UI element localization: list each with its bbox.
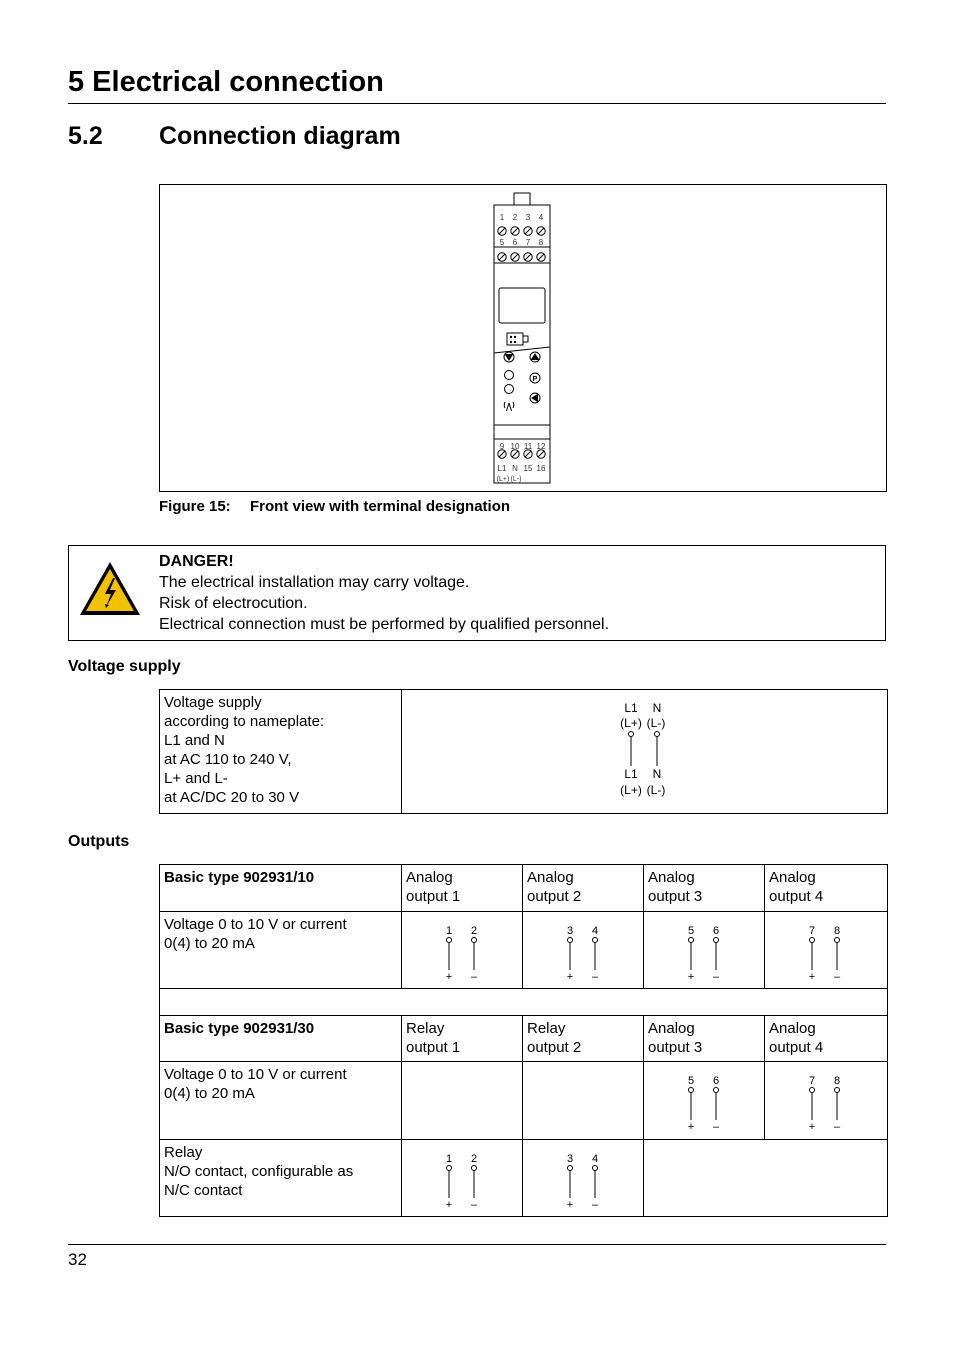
terminal-number: 6 bbox=[512, 238, 518, 247]
minus-sign: – bbox=[470, 971, 478, 983]
terminal-pair-diagram bbox=[402, 1140, 522, 1214]
column-header-line: output 3 bbox=[648, 888, 703, 905]
terminal-number: 1 bbox=[445, 1153, 453, 1165]
section-number: 5.2 bbox=[68, 122, 103, 150]
basic-type-label: Basic type 902931/10 bbox=[160, 865, 402, 912]
empty-cell bbox=[402, 1062, 523, 1140]
empty-cell bbox=[523, 1062, 644, 1140]
led-2-icon bbox=[505, 385, 514, 394]
description-line: Voltage supply bbox=[164, 694, 262, 711]
column-header-line: output 1 bbox=[406, 888, 461, 905]
column-header-line: Analog bbox=[648, 1020, 695, 1037]
column-header-line: Relay bbox=[406, 1020, 445, 1037]
terminal-circle bbox=[568, 1166, 573, 1171]
column-header-line: output 4 bbox=[769, 1039, 824, 1056]
row-label-line: 0(4) to 20 mA bbox=[164, 935, 255, 952]
row-label-line: 0(4) to 20 mA bbox=[164, 1085, 255, 1102]
supply-sublabel: (L-) bbox=[646, 716, 666, 730]
supply-terminal-diagram bbox=[402, 690, 886, 812]
description-line: L1 and N bbox=[164, 732, 225, 749]
column-header bbox=[523, 1016, 644, 1062]
terminal-circle bbox=[447, 938, 452, 943]
row-label bbox=[160, 1062, 402, 1140]
supply-sublabel: (L+) bbox=[620, 716, 642, 730]
terminal-number: 12 bbox=[536, 442, 546, 451]
terminal-number: 4 bbox=[591, 1153, 599, 1165]
column-header bbox=[644, 865, 765, 912]
terminal-screw-icon bbox=[511, 253, 519, 261]
terminal-circle bbox=[472, 1166, 477, 1171]
voltage-supply-description bbox=[160, 690, 402, 814]
plus-sign: + bbox=[566, 971, 574, 983]
p-key-label: P bbox=[532, 376, 538, 383]
terminal-circle bbox=[714, 938, 719, 943]
setup-connector-icon bbox=[507, 333, 523, 345]
terminal-number: 5 bbox=[499, 238, 505, 247]
terminal-label: L1 bbox=[497, 464, 507, 473]
terminal-circle bbox=[447, 1166, 452, 1171]
terminal-circle bbox=[568, 938, 573, 943]
terminal-circle bbox=[810, 1088, 815, 1093]
terminal-number: 7 bbox=[808, 925, 816, 937]
description-line: at AC/DC 20 to 30 V bbox=[164, 789, 300, 806]
column-header-line: output 2 bbox=[527, 888, 582, 905]
row-label-line: Relay bbox=[164, 1144, 203, 1161]
description-line: L+ and L- bbox=[164, 770, 228, 787]
minus-sign: – bbox=[591, 1199, 599, 1211]
minus-sign: – bbox=[833, 1121, 841, 1133]
column-header-line: Analog bbox=[769, 1020, 816, 1037]
danger-line: The electrical installation may carry voltage. bbox=[159, 574, 470, 591]
supply-label: L1 bbox=[624, 701, 638, 715]
terminal-pair-cell bbox=[523, 912, 644, 989]
terminal-number: 1 bbox=[445, 925, 453, 937]
table-spacer-row bbox=[160, 989, 888, 1016]
device-display bbox=[499, 288, 545, 323]
terminal-circle bbox=[472, 938, 477, 943]
terminal-screw-icon bbox=[511, 450, 519, 458]
terminal-circle bbox=[593, 1166, 598, 1171]
terminal-circle bbox=[593, 938, 598, 943]
terminal-sublabel: (L-) bbox=[510, 476, 522, 483]
column-header-line: Analog bbox=[527, 869, 574, 886]
terminal-circle bbox=[835, 1088, 840, 1093]
footer-rule bbox=[68, 1244, 886, 1245]
terminal-circle bbox=[655, 732, 660, 737]
terminal-label: N bbox=[512, 464, 518, 473]
description-line: according to nameplate: bbox=[164, 713, 325, 730]
terminal-number: 10 bbox=[510, 442, 520, 451]
page-number: 32 bbox=[68, 1250, 87, 1269]
terminal-number: 8 bbox=[833, 925, 841, 937]
figure-caption-text: Front view with terminal designation bbox=[250, 498, 511, 515]
terminal-pair-diagram bbox=[402, 912, 522, 986]
up-key-icon bbox=[530, 352, 540, 362]
supply-sublabel: (L+) bbox=[620, 783, 642, 797]
column-header bbox=[402, 865, 523, 912]
column-header bbox=[644, 1016, 765, 1062]
minus-sign: – bbox=[833, 971, 841, 983]
terminal-screw-icon bbox=[511, 227, 519, 235]
terminal-number: 3 bbox=[566, 1153, 574, 1165]
terminal-pair-diagram bbox=[765, 1062, 885, 1136]
supply-label: N bbox=[652, 701, 662, 715]
terminal-number: 2 bbox=[470, 1153, 478, 1165]
column-header-line: Analog bbox=[769, 869, 816, 886]
header-rule bbox=[68, 103, 886, 104]
terminal-number: 11 bbox=[523, 442, 533, 451]
danger-text bbox=[159, 551, 609, 635]
plus-sign: + bbox=[808, 1121, 816, 1133]
outputs-table-basic-30 bbox=[159, 1015, 888, 1217]
minus-sign: – bbox=[712, 1121, 720, 1133]
terminal-pair-cell bbox=[402, 1140, 523, 1217]
plus-sign: + bbox=[566, 1199, 574, 1211]
terminal-number: 6 bbox=[712, 925, 720, 937]
high-voltage-warning-icon bbox=[78, 560, 142, 618]
outputs-table-basic-10 bbox=[159, 864, 888, 1016]
down-key-icon bbox=[504, 352, 514, 362]
supply-label: N bbox=[652, 767, 662, 781]
terminal-pair-cell bbox=[402, 912, 523, 989]
terminal-pair-diagram bbox=[523, 912, 643, 986]
terminal-circle bbox=[810, 938, 815, 943]
terminal-screw-icon bbox=[537, 450, 545, 458]
device-latch bbox=[514, 193, 530, 205]
row-label-line: N/O contact, configurable as bbox=[164, 1163, 354, 1180]
terminal-number: 3 bbox=[566, 925, 574, 937]
terminal-screw-icon bbox=[498, 450, 506, 458]
terminal-number: 7 bbox=[808, 1075, 816, 1087]
minus-sign: – bbox=[470, 1199, 478, 1211]
column-header-line: Relay bbox=[527, 1020, 566, 1037]
danger-title: DANGER! bbox=[159, 553, 234, 570]
voltage-supply-heading: Voltage supply bbox=[68, 658, 181, 675]
supply-label: L1 bbox=[624, 767, 638, 781]
terminal-screw-icon bbox=[498, 253, 506, 261]
minus-sign: – bbox=[591, 971, 599, 983]
terminal-number: 4 bbox=[591, 925, 599, 937]
plus-sign: + bbox=[445, 971, 453, 983]
terminal-number: 9 bbox=[499, 442, 505, 451]
terminal-pair-diagram bbox=[644, 1062, 764, 1136]
column-header-line: Analog bbox=[406, 869, 453, 886]
terminal-pair-cell bbox=[765, 912, 888, 989]
danger-line: Electrical connection must be performed by qualified personnel. bbox=[159, 616, 610, 633]
danger-notice bbox=[68, 545, 886, 641]
voltage-supply-table bbox=[159, 689, 888, 814]
column-header bbox=[523, 865, 644, 912]
column-header-line: output 3 bbox=[648, 1039, 703, 1056]
row-label bbox=[160, 912, 402, 989]
terminal-pair-cell bbox=[644, 912, 765, 989]
empty-cell bbox=[644, 1140, 888, 1217]
terminal-pair-diagram bbox=[765, 912, 885, 986]
column-header bbox=[765, 1016, 888, 1062]
terminal-circle bbox=[689, 1088, 694, 1093]
column-header bbox=[402, 1016, 523, 1062]
terminal-number: 8 bbox=[833, 1075, 841, 1087]
row-label bbox=[160, 1140, 402, 1217]
figure-caption bbox=[159, 498, 510, 515]
column-header-line: output 2 bbox=[527, 1039, 582, 1056]
outputs-heading: Outputs bbox=[68, 833, 130, 850]
terminal-number: 5 bbox=[687, 1075, 695, 1087]
terminal-circle bbox=[835, 938, 840, 943]
back-key-icon bbox=[530, 393, 540, 403]
terminal-number: 7 bbox=[525, 238, 531, 247]
voltage-supply-diagram-cell bbox=[402, 690, 888, 814]
supply-sublabel: (L-) bbox=[646, 783, 666, 797]
figure-frame bbox=[159, 184, 887, 492]
figure-number: Figure 15: bbox=[159, 498, 231, 515]
terminal-label: 15 bbox=[523, 464, 533, 473]
terminal-circle bbox=[689, 938, 694, 943]
device-front-view bbox=[160, 185, 886, 491]
column-header-line: Analog bbox=[648, 869, 695, 886]
terminal-screw-icon bbox=[537, 253, 545, 261]
terminal-number: 8 bbox=[538, 238, 544, 247]
terminal-number: 6 bbox=[712, 1075, 720, 1087]
terminal-number: 2 bbox=[470, 925, 478, 937]
danger-line: Risk of electrocution. bbox=[159, 595, 308, 612]
basic-type-label: Basic type 902931/30 bbox=[160, 1016, 402, 1062]
radio-signal-icon bbox=[504, 402, 514, 411]
column-header-line: output 1 bbox=[406, 1039, 461, 1056]
terminal-pair-cell bbox=[644, 1062, 765, 1140]
terminal-number: 4 bbox=[538, 213, 544, 222]
plus-sign: + bbox=[687, 971, 695, 983]
terminal-pair-cell bbox=[523, 1140, 644, 1217]
terminal-screw-icon bbox=[524, 450, 532, 458]
plus-sign: + bbox=[445, 1199, 453, 1211]
row-label-line: N/C contact bbox=[164, 1182, 243, 1199]
terminal-number: 3 bbox=[525, 213, 531, 222]
led-1-icon bbox=[505, 371, 514, 380]
terminal-screw-icon bbox=[498, 227, 506, 235]
row-label-line: Voltage 0 to 10 V or current bbox=[164, 1066, 347, 1083]
terminal-number: 1 bbox=[499, 213, 505, 222]
section-heading bbox=[68, 122, 401, 151]
description-line: at AC 110 to 240 V, bbox=[164, 751, 292, 768]
terminal-label: 16 bbox=[536, 464, 546, 473]
terminal-screw-icon bbox=[537, 227, 545, 235]
terminal-circle bbox=[714, 1088, 719, 1093]
column-header bbox=[765, 865, 888, 912]
chapter-title: 5 Electrical connection bbox=[68, 66, 384, 98]
terminal-screw-icon bbox=[524, 227, 532, 235]
terminal-sublabel: (L+) bbox=[496, 476, 510, 483]
row-label-line: Voltage 0 to 10 V or current bbox=[164, 916, 347, 933]
plus-sign: + bbox=[808, 971, 816, 983]
terminal-pair-cell bbox=[765, 1062, 888, 1140]
section-title: Connection diagram bbox=[159, 122, 401, 150]
plus-sign: + bbox=[687, 1121, 695, 1133]
terminal-pair-diagram bbox=[523, 1140, 643, 1214]
terminal-screw-icon bbox=[524, 253, 532, 261]
terminal-circle bbox=[629, 732, 634, 737]
terminal-number: 5 bbox=[687, 925, 695, 937]
column-header-line: output 4 bbox=[769, 888, 824, 905]
terminal-number: 2 bbox=[512, 213, 518, 222]
minus-sign: – bbox=[712, 971, 720, 983]
terminal-pair-diagram bbox=[644, 912, 764, 986]
